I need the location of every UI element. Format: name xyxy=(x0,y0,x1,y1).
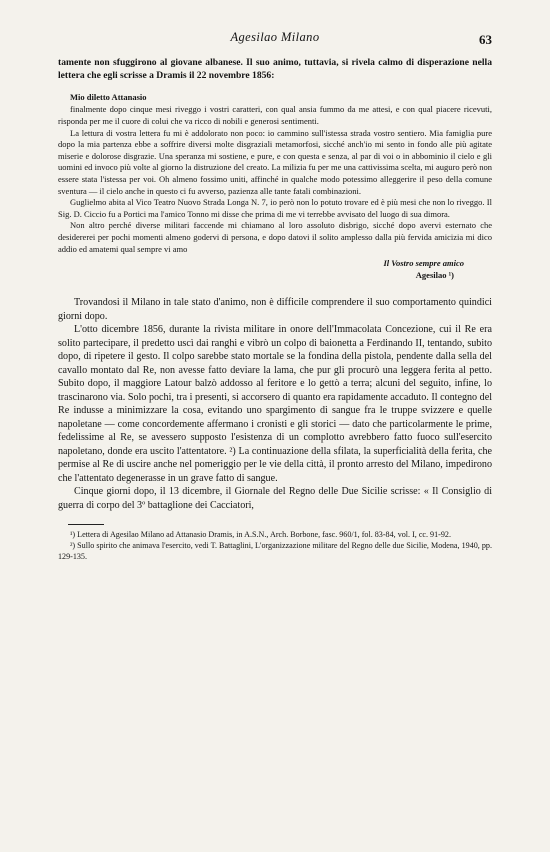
page-number: 63 xyxy=(479,32,492,47)
footnote-divider xyxy=(68,524,104,525)
footnote: ²) Sullo spirito che animava l'esercito, vedi T. Battaglini, L'organizzazione militare del Regno delle due Sicilie, Modena, 1940, pp. 129-135. xyxy=(58,541,492,562)
body-paragraph: Trovandosi il Milano in tale stato d'animo, non è difficile comprendere il suo comportamento quindici giorni dopo. xyxy=(58,297,492,322)
lead-paragraph: tamente non sfuggirono al giovane albanese. Il suo animo, tuttavia, si rivela calmo di disperazione nella lettera che egli scrisse a Dramis il 22 novembre 1856: xyxy=(58,57,492,82)
letter-paragraph: Non altro perché diverse militari faccende mi chiamano al loro assoluto disbrigo, sicché dopo avervi esternato che desidererei per pochi momenti almeno godervi di persona, e dopo datovi il solito amplesso dalla più fervida amicizia mi dico addio ed amatemi qual sempre vi amo xyxy=(58,220,492,254)
footnotes xyxy=(58,529,492,562)
letter-salutation: Mio diletto Attanasio xyxy=(70,91,147,102)
letter-signature: Agesilao ¹) xyxy=(415,269,454,280)
body-paragraph: L'otto dicembre 1856, durante la rivista militare in onore dell'Immacolata Concezione, cui il Re era solito partecipare, il predetto uscì dai ranghi e vibrò un colpo di baionetta a Ferdinando II, tentando, subito dopo, di ripetere il gesto. Il colpo sarebbe stato mortale se la fondina della pistola, pendente dalla sella del cavallo montato dal Re, non avesse fatto deviare la lama, che pur gli procurò una leggera ferita al petto. Subito dopo, il maggiore Latour balzò addosso al feritore e lo gettò a terra; alcuni del seguito, infine, lo trascinarono via. Solo pochi, tra i presenti, si accorsero di quanto era rapidamente accaduto. Il contegno del Re indusse a minimizzare la cosa, evitando uno spargimento di sangue fra le truppe svizzere e quelle napoletane — come concordemente affermano i cronisti e gli storici — dato che particolarmente le prime, fedelissime al Re, se avessero supposto l'esistenza di un complotto avrebbero fatto fuoco sull'esercito napoletano, donde era uscito l'attentatore. ²) La continuazione della sfilata, la superficialità della ferita, che permise al Re di uscire anche nel pomeriggio per le vie della città, il pronto arresto del Milano, impedirono che l'attentato degenerasse in un grave fatto di sangue. xyxy=(58,324,492,484)
footnote: ¹) Lettera di Agesilao Milano ad Attanasio Dramis, in A.S.N., Arch. Borbone, fasc. 960/1, fol. 83-84, vol. I, cc. 91-92. xyxy=(70,530,451,540)
page-header xyxy=(58,30,492,56)
letter-paragraph: finalmente dopo cinque mesi riveggo i vostri caratteri, con qual ansia fummo da me attesi, e con qual piacere ricevuti, risponda per me il cuore di colui che va ricco di nobili e generosi sentimenti. xyxy=(58,104,492,126)
running-title: Agesilao Milano xyxy=(230,30,320,44)
main-text xyxy=(58,296,492,512)
letter-paragraph: La lettura di vostra lettera fu mi è addolorato non poco: io cammino sull'istessa strada vostro sentiero. Mia famiglia pure dopo la mia partenza ebbe a soffrire diversi molte disgraziali metamorfosi, sicché anch'io mi sento in fondo alle più agitate miserie e dolorose disgrazie. Una speranza mi sostiene, e pure, e con questa e senza, al par di voi o in abbominio il cielo e gli uomini ed invoco più volte al giorno la distruzione del creato. La milizia fu per me una cattivissima scelta, mi auguro però non essere stata l'istessa per voi. Oh almeno fossimo uniti, affinché in qualche modo potessimo alleggerire il peso della comune sventura — il cielo anche in questo ci fu avverso, pazienza alle tante fatali combinazioni. xyxy=(58,127,492,196)
letter-closing: Il Vostro sempre amico xyxy=(383,258,464,269)
quoted-letter xyxy=(58,92,492,282)
body-paragraph: Cinque giorni dopo, il 13 dicembre, il Giornale del Regno delle Due Sicilie scrisse: « Il Consiglio di guerra di corpo del 3º battaglione dei Cacciatori, xyxy=(58,486,492,511)
letter-paragraph: Guglielmo abita al Vico Teatro Nuovo Strada Longa N. 7, io però non lo potuto trovare ed è più mesi che non lo riveggo. Il Sig. D. Ciccio fu a Portici ma l'amico Tonno mi disse che prima di me vi terrebbe avvisato del luogo di sua dimora. xyxy=(58,197,492,219)
